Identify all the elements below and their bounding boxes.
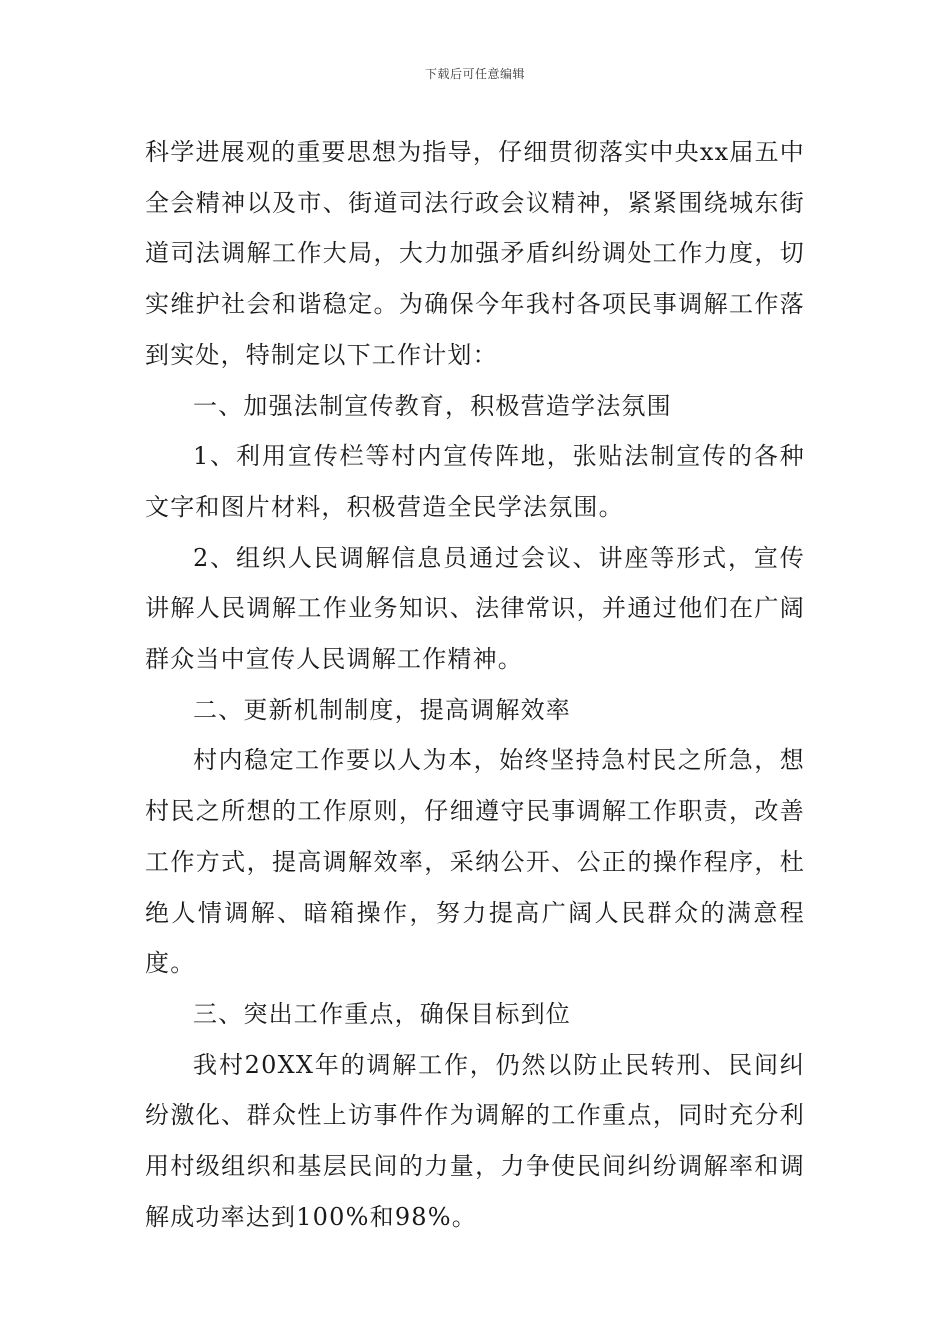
section-heading-2: 二、更新机制制度，提高调解效率 xyxy=(193,695,571,724)
paragraph-item-2: 2、组织人民调解信息员通过会议、讲座等形式，宣传讲解人民调解工作业务知识、法律常识，并通过他们在广阔群众当中宣传人民调解工作精神。 xyxy=(145,543,805,674)
paragraph-item-1: 1、利用宣传栏等村内宣传阵地，张贴法制宣传的各种文字和图片材料，积极营造全民学法氛围。 xyxy=(145,442,805,521)
section-heading-1: 一、加强法制宣传教育，积极营造学法氛围 xyxy=(193,391,672,420)
section-heading-3: 三、突出工作重点，确保目标到位 xyxy=(193,999,571,1028)
paragraph-section-3: 我村20XX年的调解工作，仍然以防止民转刑、民间纠纷激化、群众性上访事件作为调解的工作重点，同时充分利用村级组织和基层民间的力量，力争使民间纠纷调解率和调解成功率达到100%和98%。 xyxy=(145,1050,805,1231)
paragraph-intro: 科学进展观的重要思想为指导，仔细贯彻落实中央xx届五中全会精神以及市、街道司法行政会议精神，紧紧围绕城东街道司法调解工作大局，大力加强矛盾纠纷调处工作力度，切实维护社会和谐稳定。为确保今年我村各项民事调解工作落到实处，特制定以下工作计划： xyxy=(145,138,805,369)
paragraph-section-2: 村内稳定工作要以人为本，始终坚持急村民之所急，想村民之所想的工作原则，仔细遵守民事调解工作职责，改善工作方式，提高调解效率，采纳公开、公正的操作程序，杜绝人情调解、暗箱操作，努力提高广阔人民群众的满意程度。 xyxy=(145,746,805,978)
page-header-note: 下载后可任意编辑 xyxy=(424,67,525,81)
document-body xyxy=(145,127,805,1242)
